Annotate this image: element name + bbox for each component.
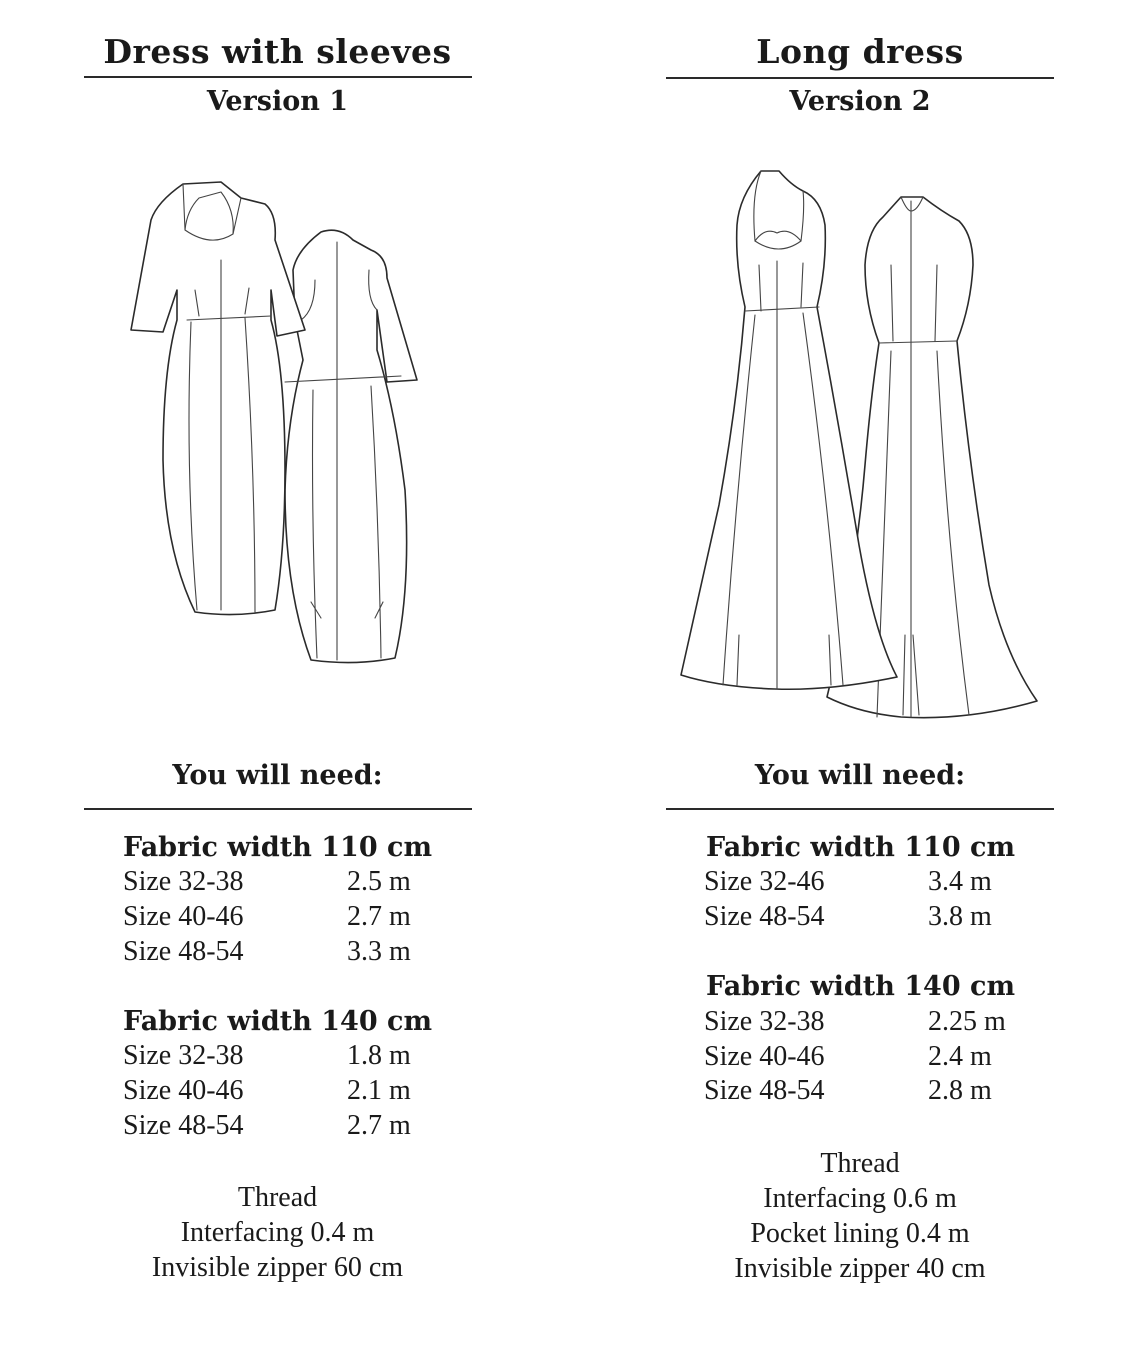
you-will-need-heading: You will need: bbox=[172, 760, 383, 791]
size-label: Size 48-54 bbox=[704, 1075, 825, 1106]
notion-thread: Thread bbox=[237, 1182, 318, 1213]
notion-pocket-lining: Pocket lining 0.4 m bbox=[750, 1218, 970, 1249]
quantity-value: 2.25 m bbox=[928, 1006, 1006, 1037]
quantity-value: 2.7 m bbox=[347, 1110, 411, 1141]
size-label: Size 32-38 bbox=[704, 1006, 825, 1037]
notions-list bbox=[666, 1146, 1054, 1286]
notion-thread: Thread bbox=[820, 1148, 900, 1179]
size-label: Size 40-46 bbox=[704, 1041, 825, 1072]
size-label: Size 48-54 bbox=[123, 936, 244, 967]
quantity-value: 2.7 m bbox=[347, 901, 411, 932]
quantity-value: 3.4 m bbox=[928, 866, 992, 897]
size-label: Size 48-54 bbox=[123, 1110, 244, 1141]
title-dress-with-sleeves: Dress with sleeves bbox=[103, 32, 452, 71]
notion-interfacing: Interfacing 0.4 m bbox=[180, 1217, 375, 1248]
title-divider bbox=[84, 76, 472, 78]
column-long-dress bbox=[571, 0, 1142, 1366]
quantity-value: 2.8 m bbox=[928, 1075, 992, 1106]
size-label: Size 32-46 bbox=[704, 866, 825, 897]
fabric-width-110-heading: Fabric width 110 cm bbox=[706, 832, 1016, 863]
need-divider bbox=[666, 808, 1054, 810]
version-label: Version 2 bbox=[789, 86, 931, 117]
size-label: Size 40-46 bbox=[123, 901, 244, 932]
long-dress-sketch-icon bbox=[679, 165, 1044, 725]
size-label: Size 32-38 bbox=[123, 866, 244, 897]
title-long-dress: Long dress bbox=[756, 32, 964, 71]
need-divider bbox=[84, 808, 472, 810]
notion-zipper: Invisible zipper 60 cm bbox=[151, 1252, 404, 1283]
dress-with-sleeves-sketch-icon bbox=[125, 170, 425, 670]
title-divider bbox=[666, 77, 1054, 79]
quantity-value: 3.8 m bbox=[928, 901, 992, 932]
quantity-value: 2.1 m bbox=[347, 1075, 411, 1106]
notion-zipper: Invisible zipper 40 cm bbox=[734, 1253, 986, 1284]
size-label: Size 32-38 bbox=[123, 1040, 244, 1071]
fabric-width-140-heading: Fabric width 140 cm bbox=[123, 1006, 433, 1037]
version-label: Version 1 bbox=[206, 86, 349, 117]
fabric-width-140-heading: Fabric width 140 cm bbox=[706, 971, 1016, 1002]
size-label: Size 48-54 bbox=[704, 901, 825, 932]
you-will-need-heading: You will need: bbox=[754, 760, 966, 791]
quantity-value: 2.4 m bbox=[928, 1041, 992, 1072]
notions-list bbox=[80, 1180, 475, 1285]
fabric-width-110-heading: Fabric width 110 cm bbox=[123, 832, 433, 863]
notion-interfacing: Interfacing 0.6 m bbox=[763, 1183, 957, 1214]
quantity-value: 2.5 m bbox=[347, 866, 411, 897]
size-label: Size 40-46 bbox=[123, 1075, 244, 1106]
quantity-value: 1.8 m bbox=[347, 1040, 411, 1071]
quantity-value: 3.3 m bbox=[347, 936, 411, 967]
